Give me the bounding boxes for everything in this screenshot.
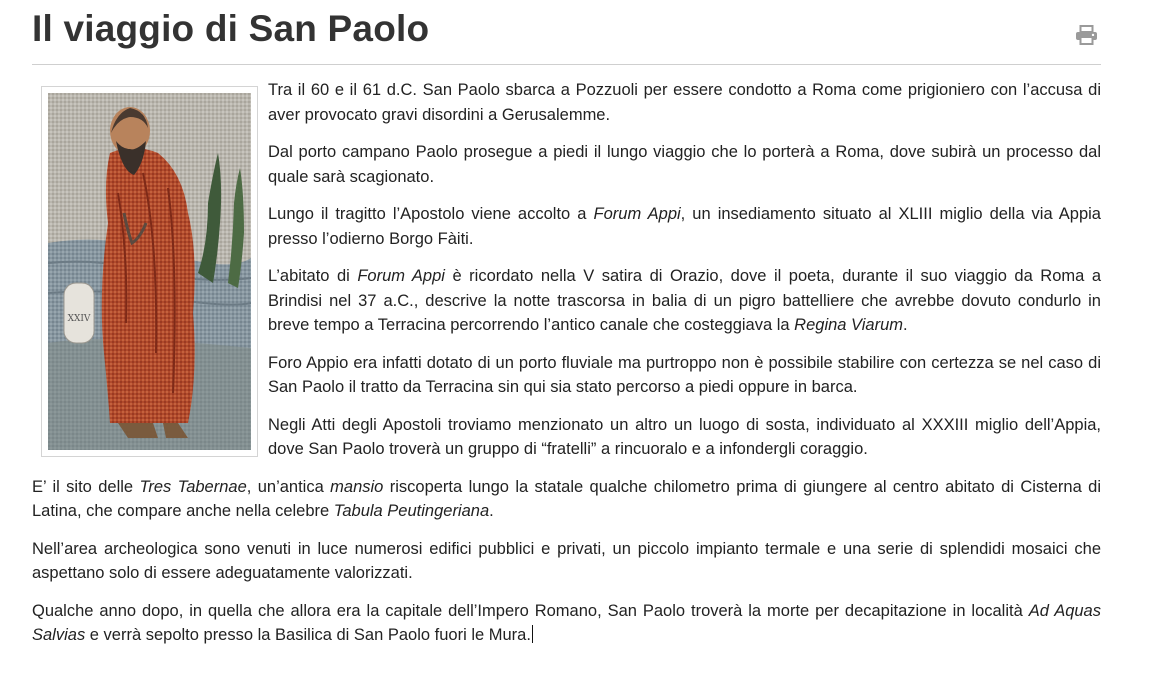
paragraph-text: , un’antica — [246, 477, 331, 496]
paragraph-text: e verrà sepolto presso la Basilica di San Paolo fuori le Mura. — [85, 626, 531, 644]
italic-term: Tres Tabernae — [139, 477, 247, 496]
paragraph-text: Negli Atti degli Apostoli troviamo menzionato un altro un luogo di sosta, individuato al XXXIII miglio dell’Appia, dove San Paolo troverà un gruppo di “fratelli” a rincuoralo e a infondergli coraggio. — [268, 415, 1101, 458]
milestone-text: XXIV — [67, 314, 91, 324]
paragraph-text: Lungo il tragitto l’Apostolo viene accolto a — [268, 205, 594, 223]
san-paolo-mosaic-image — [41, 86, 258, 457]
paragraph — [32, 537, 1101, 586]
italic-term: Tabula Peutingeriana — [333, 502, 490, 520]
article-body — [32, 78, 1101, 661]
paragraph-text: Qualche anno dopo, in quella che allora era la capitale dell’Impero Romano, San Paolo troverà la morte per decapitazione in località — [32, 601, 1029, 620]
italic-term: Ad Aquas Salvias — [32, 601, 1101, 644]
paragraph-text: Foro Appio era infatti dotato di un porto fluviale ma purtroppo non è possibile stabilire con certezza se nel caso di San Paolo il tratto da Terracina sin qui sia stato percorso a piedi oppure in barca. — [268, 353, 1101, 396]
paragraph-text: Tra il 60 e il 61 d.C. San Paolo sbarca a Pozzuoli per essere condotto a Roma come prigioniero con l’accusa di aver provocato gravi disordini a Gerusalemme. — [268, 81, 1101, 124]
print-icon[interactable] — [1075, 25, 1098, 45]
paragraph — [32, 599, 1101, 648]
paragraph — [32, 475, 1101, 524]
paragraph-text: riscoperta lungo la statale qualche chilometro prima di giungere al centro abitato di Cisterna di Latina, che compare anche nella celebre — [32, 477, 1101, 520]
text-cursor — [532, 625, 533, 643]
paragraph-text: . — [489, 502, 494, 520]
paragraph-text: E’ il sito delle — [32, 477, 140, 496]
paragraph-text: è ricordato nella V satira di Orazio, dove il poeta, durante il suo viaggio da Roma a Brindisi nel 37 a.C., descrive la notte trascorsa in balia di un pigro battelliere che avrebbe dovuto condurlo in breve tempo a Terracina percorrendo l’antico canale che costeggiava la — [268, 267, 1101, 334]
italic-term: Forum Appi — [593, 205, 681, 223]
italic-term: Forum Appi — [357, 267, 445, 285]
paragraph-text: Dal porto campano Paolo prosegue a piedi il lungo viaggio che lo porterà a Roma, dove subirà un processo dal quale sarà scagionato. — [268, 143, 1101, 186]
paragraph-text: Nell’area archeologica sono venuti in luce numerosi edifici pubblici e privati, un piccolo impianto termale e una serie di splendidi mosaici che aspettano solo di essere adeguatamente valorizzati. — [32, 539, 1101, 582]
page-title: Il viaggio di San Paolo — [32, 8, 430, 49]
paragraph-text: , un insediamento situato al XLIII miglio della via Appia presso l’odierno Borgo Fàiti. — [268, 205, 1101, 248]
italic-term: mansio — [330, 477, 384, 496]
paragraph-text: L’abitato di — [268, 267, 358, 285]
italic-term: Regina Viarum — [794, 316, 904, 334]
title-divider — [32, 64, 1101, 65]
paragraph-text: . — [903, 316, 908, 334]
